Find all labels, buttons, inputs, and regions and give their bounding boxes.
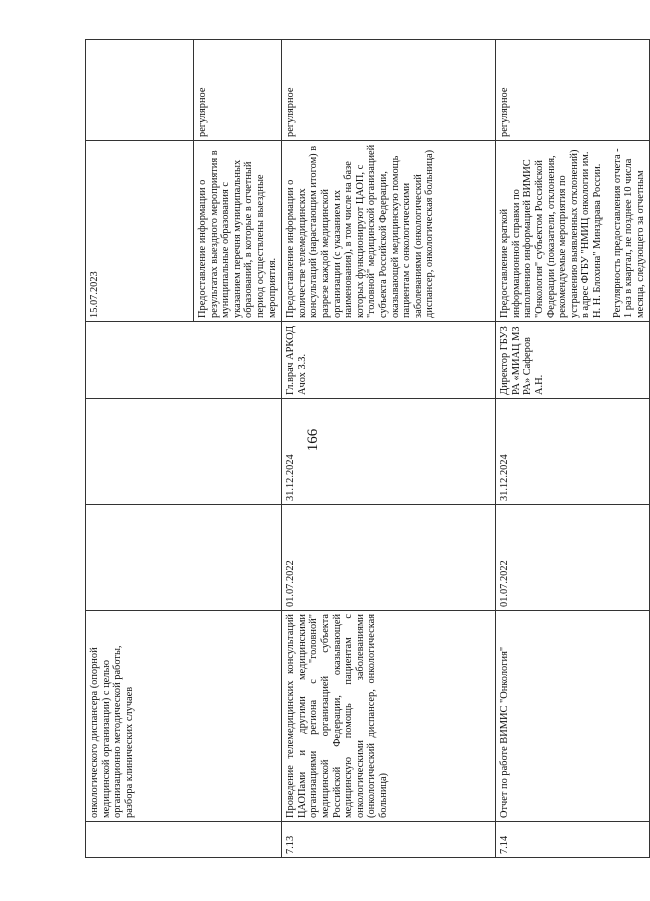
page-number: 166 xyxy=(305,428,321,452)
cell-num: 7.13 xyxy=(282,822,496,858)
cell-name: онкологического диспансера (опорной медицинской организации) с целью организационно методической работы, разбора клинических случаев xyxy=(86,611,282,822)
cell-end: 31.12.2024 xyxy=(496,399,650,505)
rotated-table-container xyxy=(85,40,646,858)
cell-responsible xyxy=(86,322,282,399)
table-row xyxy=(86,40,194,858)
cell-end xyxy=(86,399,282,505)
cell-start: 01.07.2022 xyxy=(282,505,496,611)
cell-type: регулярное xyxy=(282,40,496,141)
cell-responsible: Директор ГБУЗ РА «МИАЦ МЗ РА» Саферов А.Н. xyxy=(496,322,650,399)
cell-name: Отчет по работе ВИМИС "Онкология" xyxy=(496,611,650,822)
result-paragraph: Предоставление краткой информационной справки по наполнению информацией ВИМИС "Онкология" субъектом Российской Федерации (показатели, отклонения, рекомендуемые мероприятия по устранению выявленных отклонений) в адрес ФГБУ "НМИЦ онкологии им. Н. Н. Блохина" Минздрава России. xyxy=(499,149,603,318)
result-paragraph: Предоставление информации о результатах выездного мероприятия в муниципальные образования с указанием перечня муниципальных образований, в которые в отчетный период осуществлены выездные мероприятия. xyxy=(197,150,278,318)
table-row xyxy=(282,40,496,858)
cell-result xyxy=(282,141,496,322)
cell-type: регулярное xyxy=(194,40,282,141)
cell-start: 01.07.2022 xyxy=(496,505,650,611)
cell-start xyxy=(86,505,282,611)
cell-name: Проведение телемедицинских консультаций ЦАОПами и другими медицинскими организациями региона с "головной" медицинской организацией субъекта Российской Федерации, оказывающей медицинскую помощь пациентам с онкологическими заболеваниями (онкологический диспансер, онкологическая больница) xyxy=(282,611,496,822)
cell-end: 31.12.2024 xyxy=(282,399,496,505)
cell-num: 7.14 xyxy=(496,822,650,858)
result-paragraph: Регулярность предоставления отчета - 1 раз в квартал, не позднее 10 числа месяца, следующего за отчетным xyxy=(611,148,646,318)
cell-result xyxy=(496,141,650,322)
cell-result-date: 15.07.2023 xyxy=(86,141,194,322)
cell-num xyxy=(86,822,282,858)
cell-responsible: Гл.врач АРКОД Ачох З.З. xyxy=(282,322,496,399)
cell-type: регулярное xyxy=(496,40,650,141)
cell-result xyxy=(194,141,282,322)
result-paragraph: Предоставление информации о количестве телемедицинских консультаций (нарастающим итогом) в разрезе каждой медицинской организации (с указанием их наименования), в том числе на базе которых функционируют ЦАОП, с "головной" медицинской организацией субъекта Российской Федерации, оказывающей медицинскую помощь пациентам с онкологическими заболеваниями (онкологический диспансер, онкологическая больница) xyxy=(285,144,436,318)
plan-table xyxy=(85,39,650,858)
cell-type-empty xyxy=(86,40,194,141)
table-row xyxy=(496,40,650,858)
